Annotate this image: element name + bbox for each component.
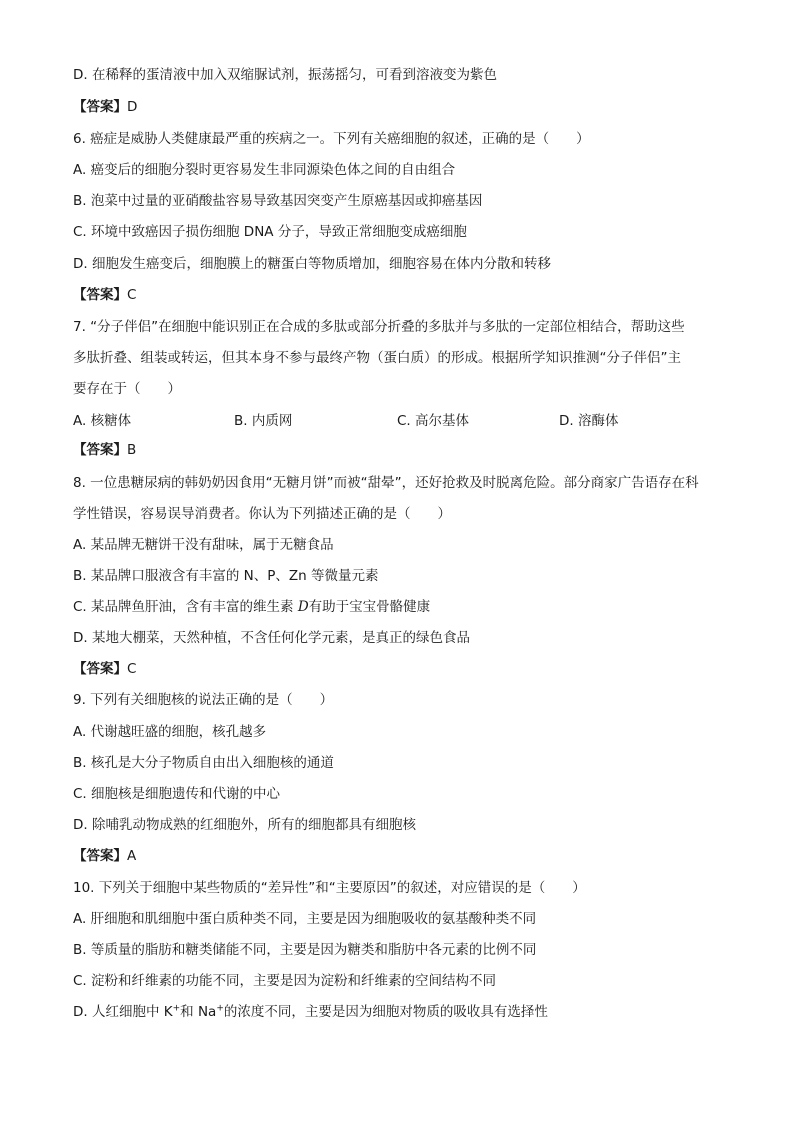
q9-option-b: B. 核孔是大分子物质自由出入细胞核的通道 bbox=[73, 755, 334, 771]
q6-option-a: A. 癌变后的细胞分裂时更容易发生非同源染色体之间的自由组合 bbox=[73, 162, 456, 178]
q8-option-c-post: 有助于宝宝骨骼健康 bbox=[308, 599, 431, 615]
q7-stem-line1: 7. “分子伴侣”在细胞中能识别正在合成的多肽或部分折叠的多肽并与多肽的一定部位相结合，帮助这些 bbox=[73, 319, 685, 335]
q7-option-c: C. 高尔基体 bbox=[397, 413, 470, 429]
q5-answer bbox=[73, 98, 137, 116]
answer-value: C bbox=[127, 661, 137, 677]
q8-option-d: D. 某地大棚菜，天然种植，不含任何化学元素，是真正的绿色食品 bbox=[73, 630, 470, 646]
q8-option-c-pre: C. 某品牌鱼肝油，含有丰富的维生素 bbox=[73, 599, 298, 615]
q6-answer bbox=[73, 286, 136, 304]
q7-option-d: D. 溶酶体 bbox=[559, 413, 619, 429]
q9-answer bbox=[73, 847, 136, 865]
answer-tag: 【答案】 bbox=[73, 848, 127, 864]
q6-option-c: C. 环境中致癌因子损伤细胞 DNA 分子，导致正常细胞变成癌细胞 bbox=[73, 224, 467, 240]
q7-answer bbox=[73, 441, 136, 459]
q9-option-d: D. 除哺乳动物成熟的红细胞外，所有的细胞都具有细胞核 bbox=[73, 817, 416, 833]
answer-tag: 【答案】 bbox=[73, 287, 127, 303]
answer-value: D bbox=[127, 99, 138, 115]
q9-option-c: C. 细胞核是细胞遗传和代谢的中心 bbox=[73, 786, 281, 802]
q8-stem-line2: 学性错误，容易误导消费者。你认为下列描述正确的是（ ） bbox=[73, 506, 451, 522]
q10-option-d-pre: D. 人红细胞中 K bbox=[73, 1004, 173, 1020]
answer-value: C bbox=[127, 287, 137, 303]
q7-stem-line2: 多肽折叠、组装或转运，但其本身不参与最终产物（蛋白质）的形成。根据所学知识推测“分子伴侣”主 bbox=[73, 350, 681, 366]
q8-option-b: B. 某品牌口服液含有丰富的 N、P、Zn 等微量元素 bbox=[73, 568, 379, 584]
answer-tag: 【答案】 bbox=[73, 661, 127, 677]
q6-option-d: D. 细胞发生癌变后，细胞膜上的糖蛋白等物质增加，细胞容易在体内分散和转移 bbox=[73, 256, 551, 272]
q10-stem: 10. 下列关于细胞中某些物质的“差异性”和“主要原因”的叙述，对应错误的是（ ） bbox=[73, 880, 586, 896]
potassium-charge: + bbox=[172, 1003, 181, 1014]
q7-option-a: A. 核糖体 bbox=[73, 413, 132, 429]
q10-option-d-mid: 和 Na bbox=[180, 1004, 217, 1020]
q7-stem-line3: 要存在于（ ） bbox=[73, 381, 181, 397]
q10-option-d-post: 的浓度不同，主要是因为细胞对物质的吸收具有选择性 bbox=[223, 1004, 548, 1020]
q6-option-b: B. 泡菜中过量的亚硝酸盐容易导致基因突变产生原癌基因或抑癌基因 bbox=[73, 193, 483, 209]
answer-tag: 【答案】 bbox=[73, 99, 127, 115]
q8-answer bbox=[73, 660, 136, 678]
q10-option-a: A. 肝细胞和肌细胞中蛋白质种类不同，主要是因为细胞吸收的氨基酸种类不同 bbox=[73, 911, 537, 927]
sodium-charge: + bbox=[216, 1003, 224, 1014]
q5-option-d: D. 在稀释的蛋清液中加入双缩脲试剂，振荡摇匀，可看到溶液变为紫色 bbox=[73, 67, 497, 83]
q8-option-a: A. 某品牌无糖饼干没有甜味，属于无糖食品 bbox=[73, 537, 334, 553]
q10-option-d bbox=[73, 1003, 548, 1021]
q6-stem: 6. 癌症是威胁人类健康最严重的疾病之一。下列有关癌细胞的叙述，正确的是（ ） bbox=[73, 131, 590, 147]
answer-value: B bbox=[127, 442, 137, 458]
vitamin-d-letter: D bbox=[297, 599, 309, 615]
answer-tag: 【答案】 bbox=[73, 442, 127, 458]
q8-stem-line1: 8. 一位患糖尿病的韩奶奶因食用“无糖月饼”而被“甜晕”，还好抢救及时脱离危险。部分商家广告语存在科 bbox=[73, 475, 699, 491]
q9-option-a: A. 代谢越旺盛的细胞，核孔越多 bbox=[73, 724, 267, 740]
q10-option-b: B. 等质量的脂肪和糖类储能不同，主要是因为糖类和脂肪中各元素的比例不同 bbox=[73, 942, 537, 958]
q8-option-c bbox=[73, 598, 430, 616]
q9-stem: 9. 下列有关细胞核的说法正确的是（ ） bbox=[73, 692, 334, 708]
q7-option-b: B. 内质网 bbox=[234, 413, 293, 429]
answer-value: A bbox=[127, 848, 137, 864]
q10-option-c: C. 淀粉和纤维素的功能不同，主要是因为淀粉和纤维素的空间结构不同 bbox=[73, 973, 497, 989]
